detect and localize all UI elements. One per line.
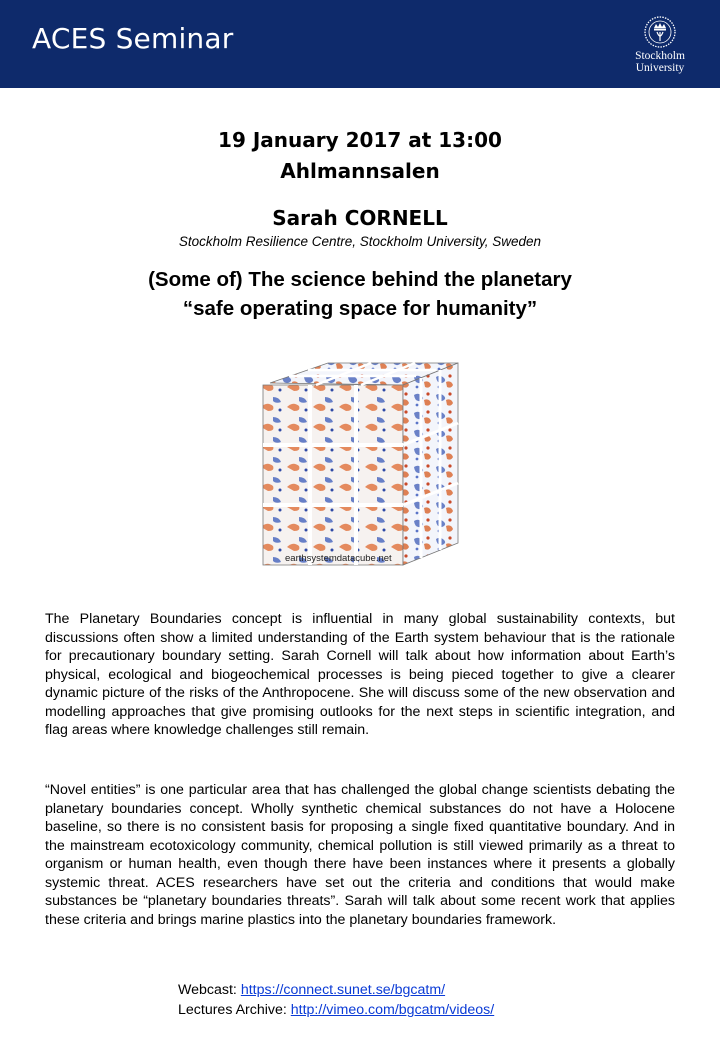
data-cube-graphic <box>258 355 468 575</box>
abstract-paragraph-1: The Planetary Boundaries concept is influential in many global sustainability contexts, but discussions often show a limited understanding of the Earth system behaviour that is the rationale for precautionary boundary setting. Sarah Cornell will talk about how information about Earth’s physical, ecological and biogeochemical processes is being pieced together to give a clearer dynamic picture of the risks of the Anthropocene. She will discuss some of the new observation and modelling approaches that give promising outlooks for the next steps in scientific integration, and flag areas where knowledge challenges still remain. <box>45 611 675 738</box>
speaker-name: Sarah CORNELL <box>272 206 448 230</box>
links-block <box>178 980 494 1020</box>
talk-title-line1: (Some of) The science behind the planetary <box>148 268 572 291</box>
talk-title <box>0 265 720 323</box>
data-cube-image <box>258 355 468 575</box>
archive-label: Lectures Archive: <box>178 1002 291 1018</box>
event-venue: Ahlmannsalen <box>280 159 440 183</box>
seminar-title: ACES Seminar <box>32 22 234 55</box>
logo-text-stockholm: Stockholm <box>635 50 685 62</box>
talk-title-line2: “safe operating space for humanity” <box>182 297 538 320</box>
abstract-paragraph-2: “Novel entities” is one particular area that has challenged the global change scientists debating the planetary boundaries concept. Wholly synthetic chemical substances do not have a Holocene baseline, so there is no consistent basis for proposing a single fixed quantitative boundary. And in the mainstream ecotoxicology community, chemical pollution is still viewed primarily as a threat to organism or human health, even though there have been instances where it presents a globally systemic threat. ACES researchers have set out the criteria and conditions that would make substances be “planetary boundaries threats”. Sarah will talk about some recent work that applies these criteria and brings marine plastics into the planetary boundaries framework. <box>45 782 675 928</box>
webcast-label: Webcast: <box>178 982 241 998</box>
logo-text-university: University <box>635 62 685 74</box>
university-logo <box>620 14 700 80</box>
webcast-link[interactable]: https://connect.sunet.se/bgcatm/ <box>240 982 446 998</box>
crown-seal-icon <box>643 14 677 50</box>
webcast-line <box>178 980 494 1000</box>
event-date: 19 January 2017 at 13:00 <box>218 128 502 152</box>
cube-caption: earthsystemdatacube.net <box>285 553 392 564</box>
archive-link[interactable]: http://vimeo.com/bgcatm/videos/ <box>290 1002 495 1018</box>
archive-line <box>178 1000 494 1020</box>
header-banner <box>0 0 720 88</box>
speaker-affiliation: Stockholm Resilience Centre, Stockholm University, Sweden <box>178 234 542 249</box>
